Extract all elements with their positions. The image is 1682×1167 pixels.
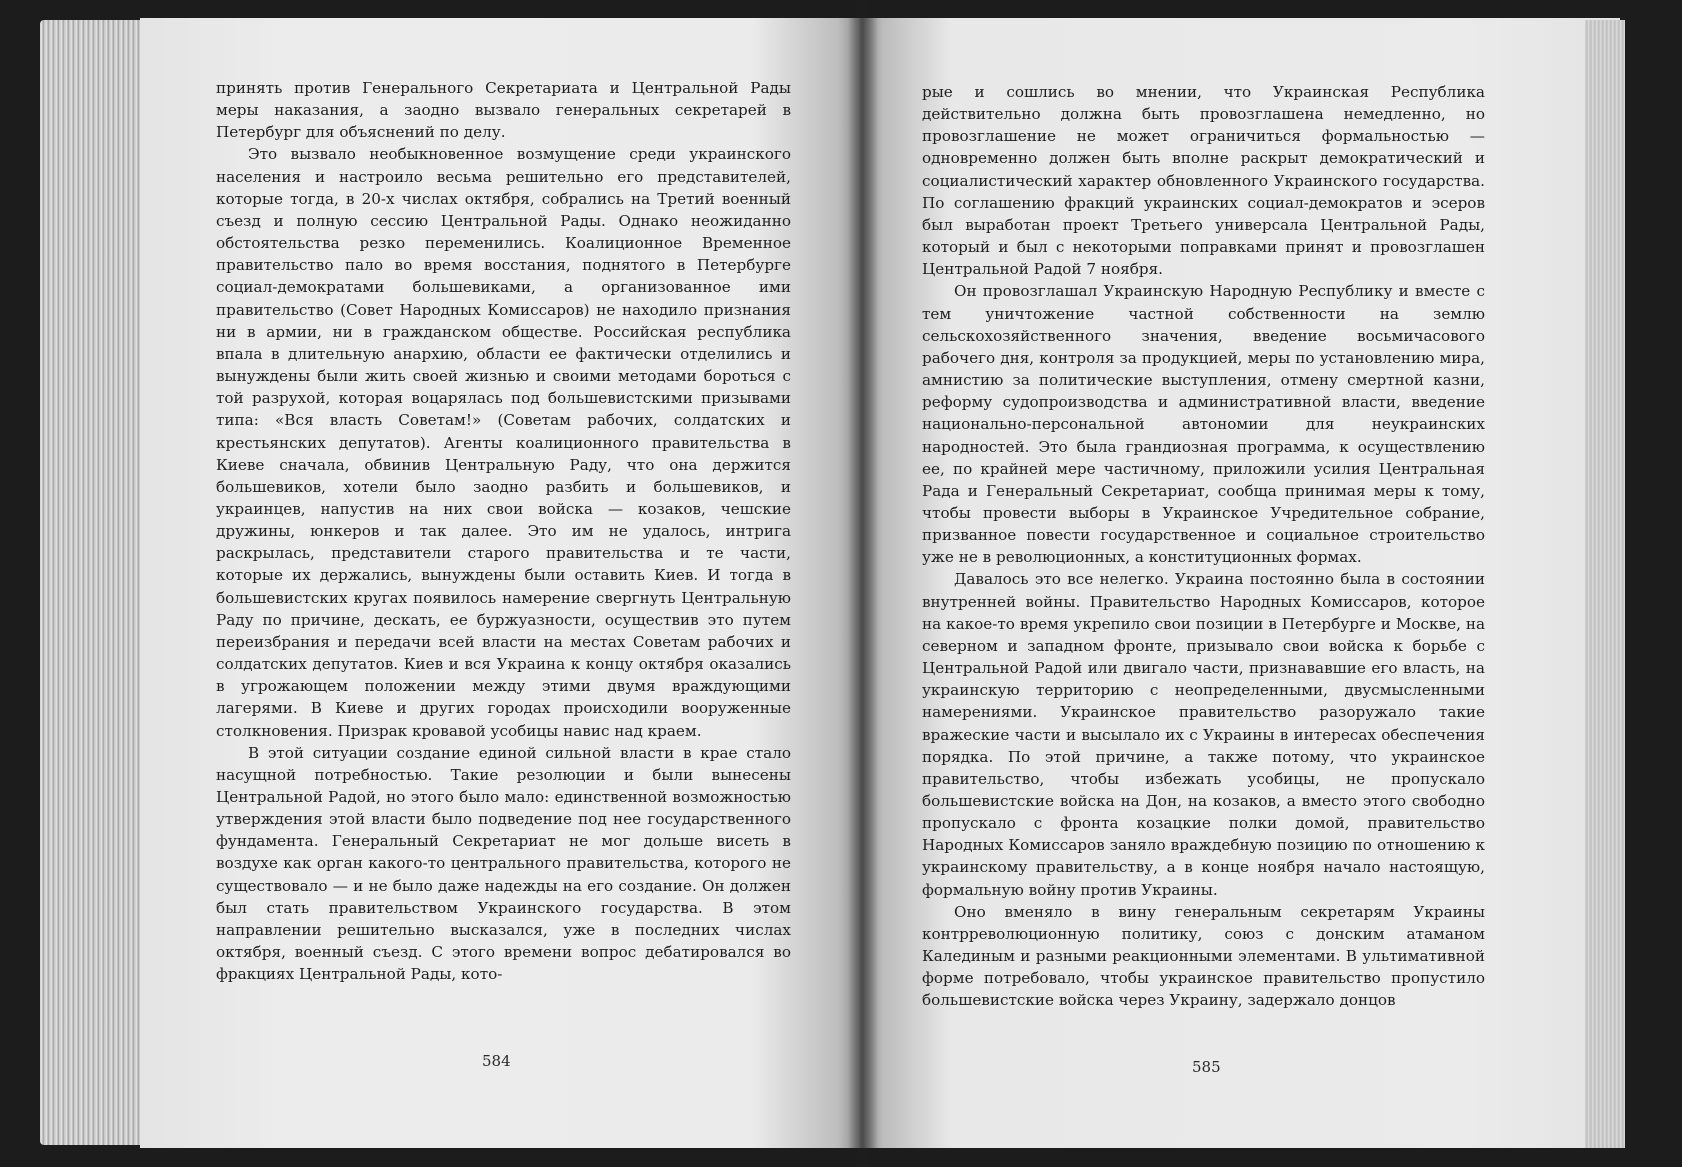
left-page-text: [216, 77, 791, 985]
paragraph: В этой ситуации создание единой сильной власти в крае стало насущной потребностью. Такие резолюции и были вынесены Центральной Радой, но этого было мало: единственной возможностью утверждения этой власти было подведение под нее государственного фундамента. Генеральный Секретариат не мог дольше висеть в воздухе как орган какого-то центрального правительства, которого не существовало — и не было даже надежды на его создание. Он должен был стать правительством Украинского государства. В этом направлении решительно высказался, уже в последних числах октября, военный съезд. С этого времени вопрос дебатировался во фракциях Центральной Рады, кото-: [216, 743, 791, 984]
paragraph: Давалось это все нелегко. Украина постоянно была в состоянии внутренней войны. Правительство Народных Комиссаров, которое на какое-то время укрепило свои позиции в Петербурге и Москве, на северном и западном фронте, призывало свои войска к борьбе с Центральной Радой или двигало части, признававшие его власть, на украинскую территорию с неопределенными, двусмысленными намерениями. Украинское правительство разоружало такие вражеские части и высылало их с Украины в интересах обеспечения порядка. По этой причине, а также потому, что украинское правительство, чтобы избежать усобицы, не пропускало большевистские войска на Дон, на козаков, а вместо этого свободно пропускало с фронта козацкие полки домой, правительство Народных Комиссаров заняло враждебную позицию по отношению к украинскому правительству, а в конце ноября начало настоящую, формальную войну против Украины.: [922, 570, 1485, 899]
stacked-page-edges: [40, 20, 150, 1145]
page-number-left: 584: [482, 1052, 511, 1070]
paragraph: Он провозглашал Украинскую Народную Республику и вместе с тем уничтожение частной собственности на землю сельскохозяйственного значения, введение восьмичасового рабочего дня, контроля за продукцией, меры по установлению мира, амнистию за политические выступления, отмену смертной казни, реформу судопроизводства и административной власти, введение национально-персональной автономии для неукраинских народностей. Это была грандиозная программа, к осуществлению ее, по крайней мере частичному, приложили усилия Центральная Рада и Генеральный Секретариат, сообща принимая меры к тому, чтобы провести выборы в Украинское Учредительное собрание, призванное повести государственное и социальное строительство уже не в революционных, а конституционных формах.: [922, 282, 1485, 567]
right-page-text: [922, 81, 1485, 1012]
page-number-right: 585: [1192, 1058, 1221, 1076]
paragraph: рые и сошлись во мнении, что Украинская Республика действительно должна быть провозглашена немедленно, но провозглашение не может ограничиться формальностью — одновременно должен быть вполне раскрыт демократический и социалистический характер обновленного Украинского государства. По соглашению фракций украинских социал-демократов и эсеров был выработан проект Третьего универсала Центральной Рады, который и был с некоторыми поправками принят и провозглашен Центральной Радой 7 ноября.: [922, 83, 1485, 279]
book-gutter-shadow: [848, 0, 878, 1167]
right-page-edges: [1585, 20, 1625, 1148]
paragraph: принять против Генерального Секретариата и Центральной Рады меры наказания, а заодно вызвало генеральных секретарей в Петербург для объяснений по делу.: [216, 79, 791, 142]
paragraph: Оно вменяло в вину генеральным секретарям Украины контрреволюционную политику, союз с донским атаманом Калединым и разными реакционными элементами. В ультимативной форме потребовало, чтобы украинское правительство пропустило большевистские войска через Украину, задержало донцов: [922, 902, 1485, 1010]
paragraph: Это вызвало необыкновенное возмущение среди украинского населения и настроило весьма решительно его представителей, которые тогда, в 20-х числах октября, собрались на Третий военный съезд и полную сессию Центральной Рады. Однако неожиданно обстоятельства резко переменились. Коалиционное Временное правительство пало во время восстания, поднятого в Петербурге социал-демократами большевиками, а организованное ими правительство (Совет Народных Комиссаров) не находило признания ни в армии, ни в гражданском обществе. Российская республика впала в длительную анархию, области ее фактически отделились и вынуждены были жить своей жизнью и своими методами бороться с той разрухой, которая воцарялась под большевистскими призывами типа: «Вся власть Советам!» (Советам рабочих, солдатских и крестьянских депутатов). Агенты коалиционного правительства в Киеве сначала, обвинив Центральную Раду, что она держится большевиков, хотели было заодно разбить и большевиков, и украинцев, напустив на них свои войска — козаков, чешские дружины, юнкеров и так далее. Это им не удалось, интрига раскрылась, представители старого правительства и те части, которые их держались, вынуждены были оставить Киев. И тогда в большевистских кругах появилось намерение свергнуть Центральную Раду по причине, дескать, ее буржуазности, осуществив это путем переизбрания и передачи всей власти на местах Советам рабочих и солдатских депутатов. Киев и вся Украина к концу октября оказались в угрожающем положении между этими двумя враждующими лагерями. В Киеве и других городах происходили вооруженные столкновения. Призрак кровавой усобицы навис над краем.: [216, 145, 791, 740]
